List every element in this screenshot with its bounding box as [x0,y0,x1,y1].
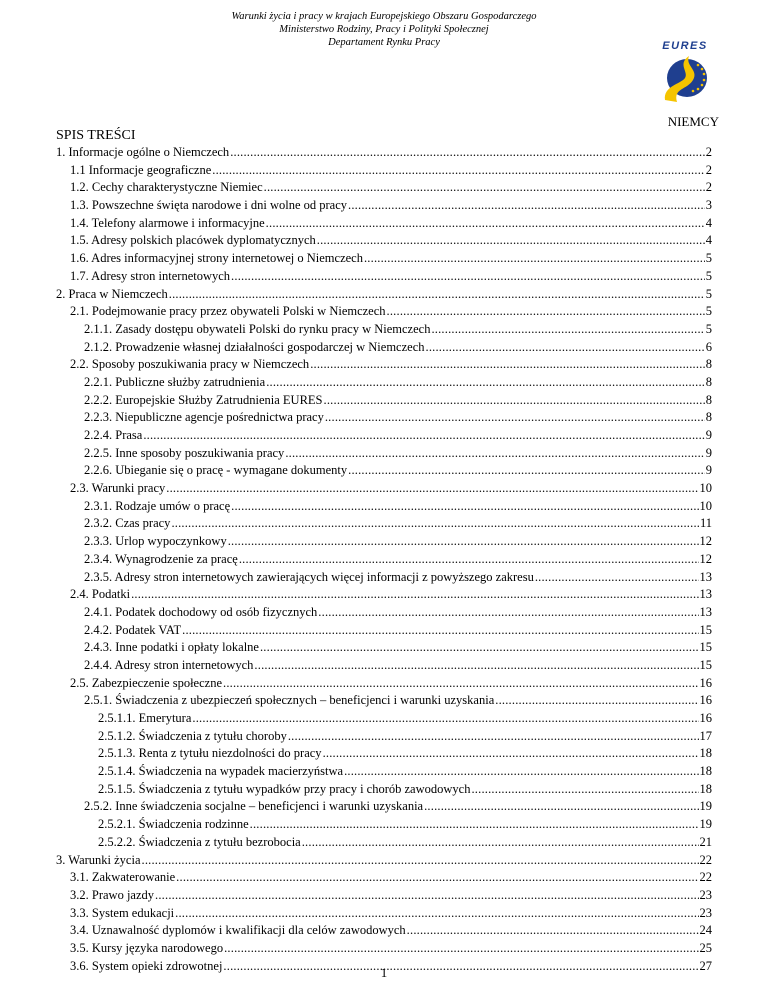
toc-dot-leader [323,745,699,763]
toc-entry-page: 13 [699,604,712,619]
toc-dot-leader [223,675,699,693]
eures-logo [655,38,715,108]
toc-entry-page: 27 [699,958,712,973]
toc-entry[interactable] [56,339,712,357]
toc-entry-title: 3.4. Uznawalność dyplomów i kwalifikacji dla celów zawodowych [70,923,406,938]
toc-dot-leader [182,622,698,640]
toc-entry[interactable] [56,232,712,250]
toc-entry[interactable] [56,745,712,763]
toc-entry-title: 1. Informacje ogólne o Niemczech [56,145,230,159]
toc-entry-title: 2.2.4. Prasa [84,428,143,442]
toc-entry-title: 2.1.2. Prowadzenie własnej działalności gospodarczej w Niemczech [84,339,425,354]
toc-dot-leader [224,940,698,958]
toc-entry-page: 5 [705,304,712,319]
toc-entry-title: 2.1. Podejmowanie pracy przez obywateli Polski w Niemczech [70,304,386,319]
toc-entry[interactable] [56,480,712,498]
toc-entry-title: 2.4. Podatki [70,587,131,602]
header-line-1: Warunki życia i pracy w krajach Europejskiego Obszaru Gospodarczego [231,11,537,22]
toc-entry-page: 9 [705,463,712,478]
toc-entry-title: 3.1. Zakwaterowanie [70,870,176,885]
toc-dot-leader [254,657,698,675]
toc-entry-page: 4 [705,233,712,248]
toc-dot-leader [239,551,699,569]
toc-entry-page: 5 [705,268,712,283]
toc-entry[interactable] [56,586,712,604]
toc-entry[interactable] [56,162,712,180]
toc-entry-page: 19 [699,817,712,832]
toc-dot-leader [285,445,704,463]
header-line-3: Departament Rynku Pracy [328,37,440,48]
toc-entry-title: 3. Warunki życia [56,852,141,867]
toc-entry-page: 12 [699,551,712,566]
toc-entry[interactable] [56,763,712,781]
toc-dot-leader [431,321,704,339]
toc-entry-title: 2. Praca w Niemczech [56,286,168,301]
toc-entry-page: 23 [699,887,712,902]
toc-entry[interactable] [56,622,712,640]
toc-entry-title: 2.5.2.2. Świadczenia z tytułu bezrobocia [98,834,301,849]
toc-entry-page: 5 [705,251,712,266]
toc-entry-title: 2.3.1. Rodzaje umów o pracę [84,498,231,513]
toc-entry-title: 2.4.2. Podatek VAT [84,622,182,637]
toc-dot-leader [171,515,699,533]
toc-entry-title: 1.7. Adresy stron internetowych [70,268,231,283]
toc-entry-page: 19 [699,799,712,814]
toc-entry[interactable] [56,887,712,905]
toc-entry-page: 13 [699,587,712,602]
toc-dot-leader [535,569,699,587]
toc-entry-title: 2.3.3. Urlop wypoczynkowy [84,534,227,549]
toc-dot-leader [288,728,699,746]
toc-entry-page: 16 [699,693,712,708]
toc-dot-leader [495,692,698,710]
toc-entry-title: 2.5.1.3. Renta z tytułu niezdolności do pracy [98,746,322,761]
toc-entry-page: 4 [705,215,712,230]
toc-entry-page: 8 [705,374,712,389]
toc-entry[interactable] [56,356,712,374]
toc-entry-page: 25 [699,940,712,955]
toc-entry-title: 1.2. Cechy charakterystyczne Niemiec [70,180,263,195]
toc-entry-title: 1.6. Adres informacyjnej strony internetowej o Niemczech [70,251,363,266]
toc-entry-page: 17 [699,728,712,743]
toc-dot-leader [310,356,705,374]
toc-entry[interactable] [56,515,712,533]
toc-entry-title: 2.2.2. Europejskie Służby Zatrudnienia EURES [84,392,323,407]
country-name: NIEMCY [667,114,719,129]
toc-entry-title: 2.5.1.2. Świadczenia z tytułu choroby [98,728,287,743]
toc-entry[interactable] [56,197,712,215]
toc-dot-leader [317,232,705,250]
toc-entry-page: 2 [705,162,712,177]
toc-dot-leader [231,268,705,286]
toc-dot-leader [471,781,698,799]
toc-dot-leader [348,197,705,215]
toc-entry[interactable] [56,675,712,693]
toc-entry-title: 3.5. Kursy języka narodowego [70,940,224,955]
toc-entry-title: 2.2. Sposoby poszukiwania pracy w Niemczech [70,357,310,372]
toc-entry-page: 6 [705,339,712,354]
toc-entry[interactable] [56,392,712,410]
toc-entry[interactable] [56,445,712,463]
toc-dot-leader [260,639,699,657]
toc-entry-page: 2 [705,180,712,195]
header-line-2: Ministerstwo Rodziny, Pracy i Polityki Społecznej [279,24,489,35]
toc-entry-title: 2.3.4. Wynagrodzenie za pracę [84,551,238,566]
toc-entry-page: 5 [705,286,712,301]
toc-entry[interactable] [56,922,712,940]
toc-entry[interactable] [56,374,712,392]
toc-entry[interactable] [56,852,712,870]
toc-entry[interactable] [56,144,712,162]
toc-entry[interactable] [56,834,712,852]
toc-entry-title: 2.5.1.4. Świadczenia na wypadek macierzyństwa [98,764,344,779]
toc-entry[interactable] [56,551,712,569]
eures-logo-text: EURES [662,40,708,52]
toc-dot-leader [131,586,698,604]
toc-entry-page: 8 [705,357,712,372]
toc-dot-leader [166,480,698,498]
toc-entry-title: 2.5.1.1. Emerytura [98,711,192,725]
toc-dot-leader [266,215,705,233]
toc-entry-title: 1.3. Powszechne święta narodowe i dni wolne od pracy [70,198,348,213]
page-header [0,10,768,49]
toc-entry[interactable] [56,816,712,834]
toc-dot-leader [155,887,698,905]
toc-entry-page: 8 [705,392,712,407]
toc-entry[interactable] [56,498,712,516]
toc-entry-page: 15 [699,640,712,655]
toc-entry-title: 2.4.4. Adresy stron internetowych [84,657,254,672]
toc-entry-page: 5 [705,321,712,336]
toc-entry[interactable] [56,710,712,728]
toc-entry-page: 18 [699,781,712,796]
toc-entry-page: 3 [705,198,712,213]
toc-entry[interactable] [56,569,712,587]
toc-dot-leader [143,427,704,445]
toc-entry[interactable] [56,869,712,887]
toc-entry[interactable] [56,286,712,304]
toc-entry[interactable] [56,462,712,480]
toc-dot-leader [228,533,699,551]
toc-entry-title: 2.2.6. Ubieganie się o pracę - wymagane dokumenty [84,463,348,478]
toc-entry[interactable] [56,268,712,286]
toc-entry-page: 10 [699,481,712,496]
toc-entry-title: 2.5.1.5. Świadczenia z tytułu wypadków przy pracy i chorób zawodowych [98,781,471,796]
toc-entry-page: 24 [699,923,712,938]
toc-dot-leader [175,905,698,923]
toc-entry-page: 18 [699,764,712,779]
toc-dot-leader [230,144,705,162]
toc-entry-page: 21 [699,834,712,849]
toc-entry[interactable] [56,639,712,657]
toc-dot-leader [364,250,705,268]
toc-entry[interactable] [56,427,712,445]
toc-entry-title: 2.2.5. Inne sposoby poszukiwania pracy [84,445,285,460]
table-of-contents [56,144,712,975]
toc-entry-title: 2.4.1. Podatek dochodowy od osób fizycznych [84,604,318,619]
toc-entry-title: 2.5. Zabezpieczenie społeczne [70,675,222,690]
toc-entry-title: 1.1 Informacje geograficzne [70,162,212,177]
toc-entry-page: 15 [699,622,712,637]
toc-entry-page: 16 [699,675,712,690]
toc-entry-title: 2.4.3. Inne podatki i opłaty lokalne [84,640,259,655]
toc-entry-title: 2.3.5. Adresy stron internetowych zawierających więcej informacji z powyższego zakresu [84,569,534,584]
toc-dot-leader [344,763,698,781]
toc-dot-leader [264,179,705,197]
toc-dot-leader [407,922,699,940]
toc-entry-page: 9 [705,428,712,442]
toc-entry-page: 16 [699,711,712,725]
toc-entry[interactable] [56,215,712,233]
toc-entry-page: 18 [699,746,712,761]
toc-entry[interactable] [56,781,712,799]
toc-entry-page: 15 [699,657,712,672]
toc-dot-leader [250,816,699,834]
toc-entry-page: 13 [699,569,712,584]
toc-entry-title: 2.5.2. Inne świadczenia socjalne – beneficjenci i warunki uzyskania [84,799,424,814]
toc-entry[interactable] [56,728,712,746]
toc-entry-page: 11 [699,516,712,531]
toc-dot-leader [426,339,705,357]
toc-dot-leader [318,604,698,622]
toc-entry-page: 22 [699,852,712,867]
toc-dot-leader [142,852,699,870]
toc-entry[interactable] [56,940,712,958]
toc-dot-leader [325,409,705,427]
toc-entry-page: 23 [699,905,712,920]
toc-entry-page: 2 [705,145,712,159]
page-number: 1 [380,965,388,980]
toc-title: SPIS TREŚCI [56,128,136,143]
toc-entry-title: 2.1.1. Zasady dostępu obywateli Polski do rynku pracy w Niemczech [84,321,431,336]
toc-dot-leader [231,498,698,516]
toc-entry[interactable] [56,905,712,923]
toc-dot-leader [424,798,698,816]
toc-entry-title: 2.5.1. Świadczenia z ubezpieczeń społecznych – beneficjenci i warunki uzyskania [84,693,495,708]
toc-entry[interactable] [56,409,712,427]
toc-entry-title: 2.2.3. Niepubliczne agencje pośrednictwa pracy [84,410,324,425]
toc-dot-leader [266,374,705,392]
toc-entry-page: 22 [699,870,712,885]
toc-entry-title: 3.3. System edukacji [70,905,175,920]
toc-entry-title: 3.2. Prawo jazdy [70,887,155,902]
toc-entry[interactable] [56,250,712,268]
toc-dot-leader [387,303,705,321]
toc-entry-page: 9 [705,445,712,460]
toc-entry[interactable] [56,604,712,622]
toc-dot-leader [176,869,698,887]
toc-entry[interactable] [56,303,712,321]
toc-entry-page: 10 [699,498,712,513]
toc-dot-leader [302,834,699,852]
toc-entry-title: 1.5. Adresy polskich placówek dyplomatycznych [70,233,316,248]
toc-entry-page: 12 [699,534,712,549]
toc-entry-title: 1.4. Telefony alarmowe i informacyjne [70,215,265,230]
toc-dot-leader [324,392,705,410]
toc-entry[interactable] [56,533,712,551]
toc-entry-title: 2.3.2. Czas pracy [84,516,171,531]
toc-entry[interactable] [56,321,712,339]
toc-entry[interactable] [56,179,712,197]
toc-entry-page: 8 [705,410,712,425]
toc-entry[interactable] [56,657,712,675]
toc-entry-title: 2.5.2.1. Świadczenia rodzinne [98,817,249,832]
toc-dot-leader [192,710,698,728]
toc-dot-leader [212,162,705,180]
toc-dot-leader [348,462,705,480]
toc-entry-title: 2.3. Warunki pracy [70,481,166,496]
toc-entry[interactable] [56,798,712,816]
toc-entry-title: 3.6. System opieki zdrowotnej [70,958,223,973]
toc-dot-leader [169,286,705,304]
toc-entry[interactable] [56,692,712,710]
toc-entry-title: 2.2.1. Publiczne służby zatrudnienia [84,374,266,389]
